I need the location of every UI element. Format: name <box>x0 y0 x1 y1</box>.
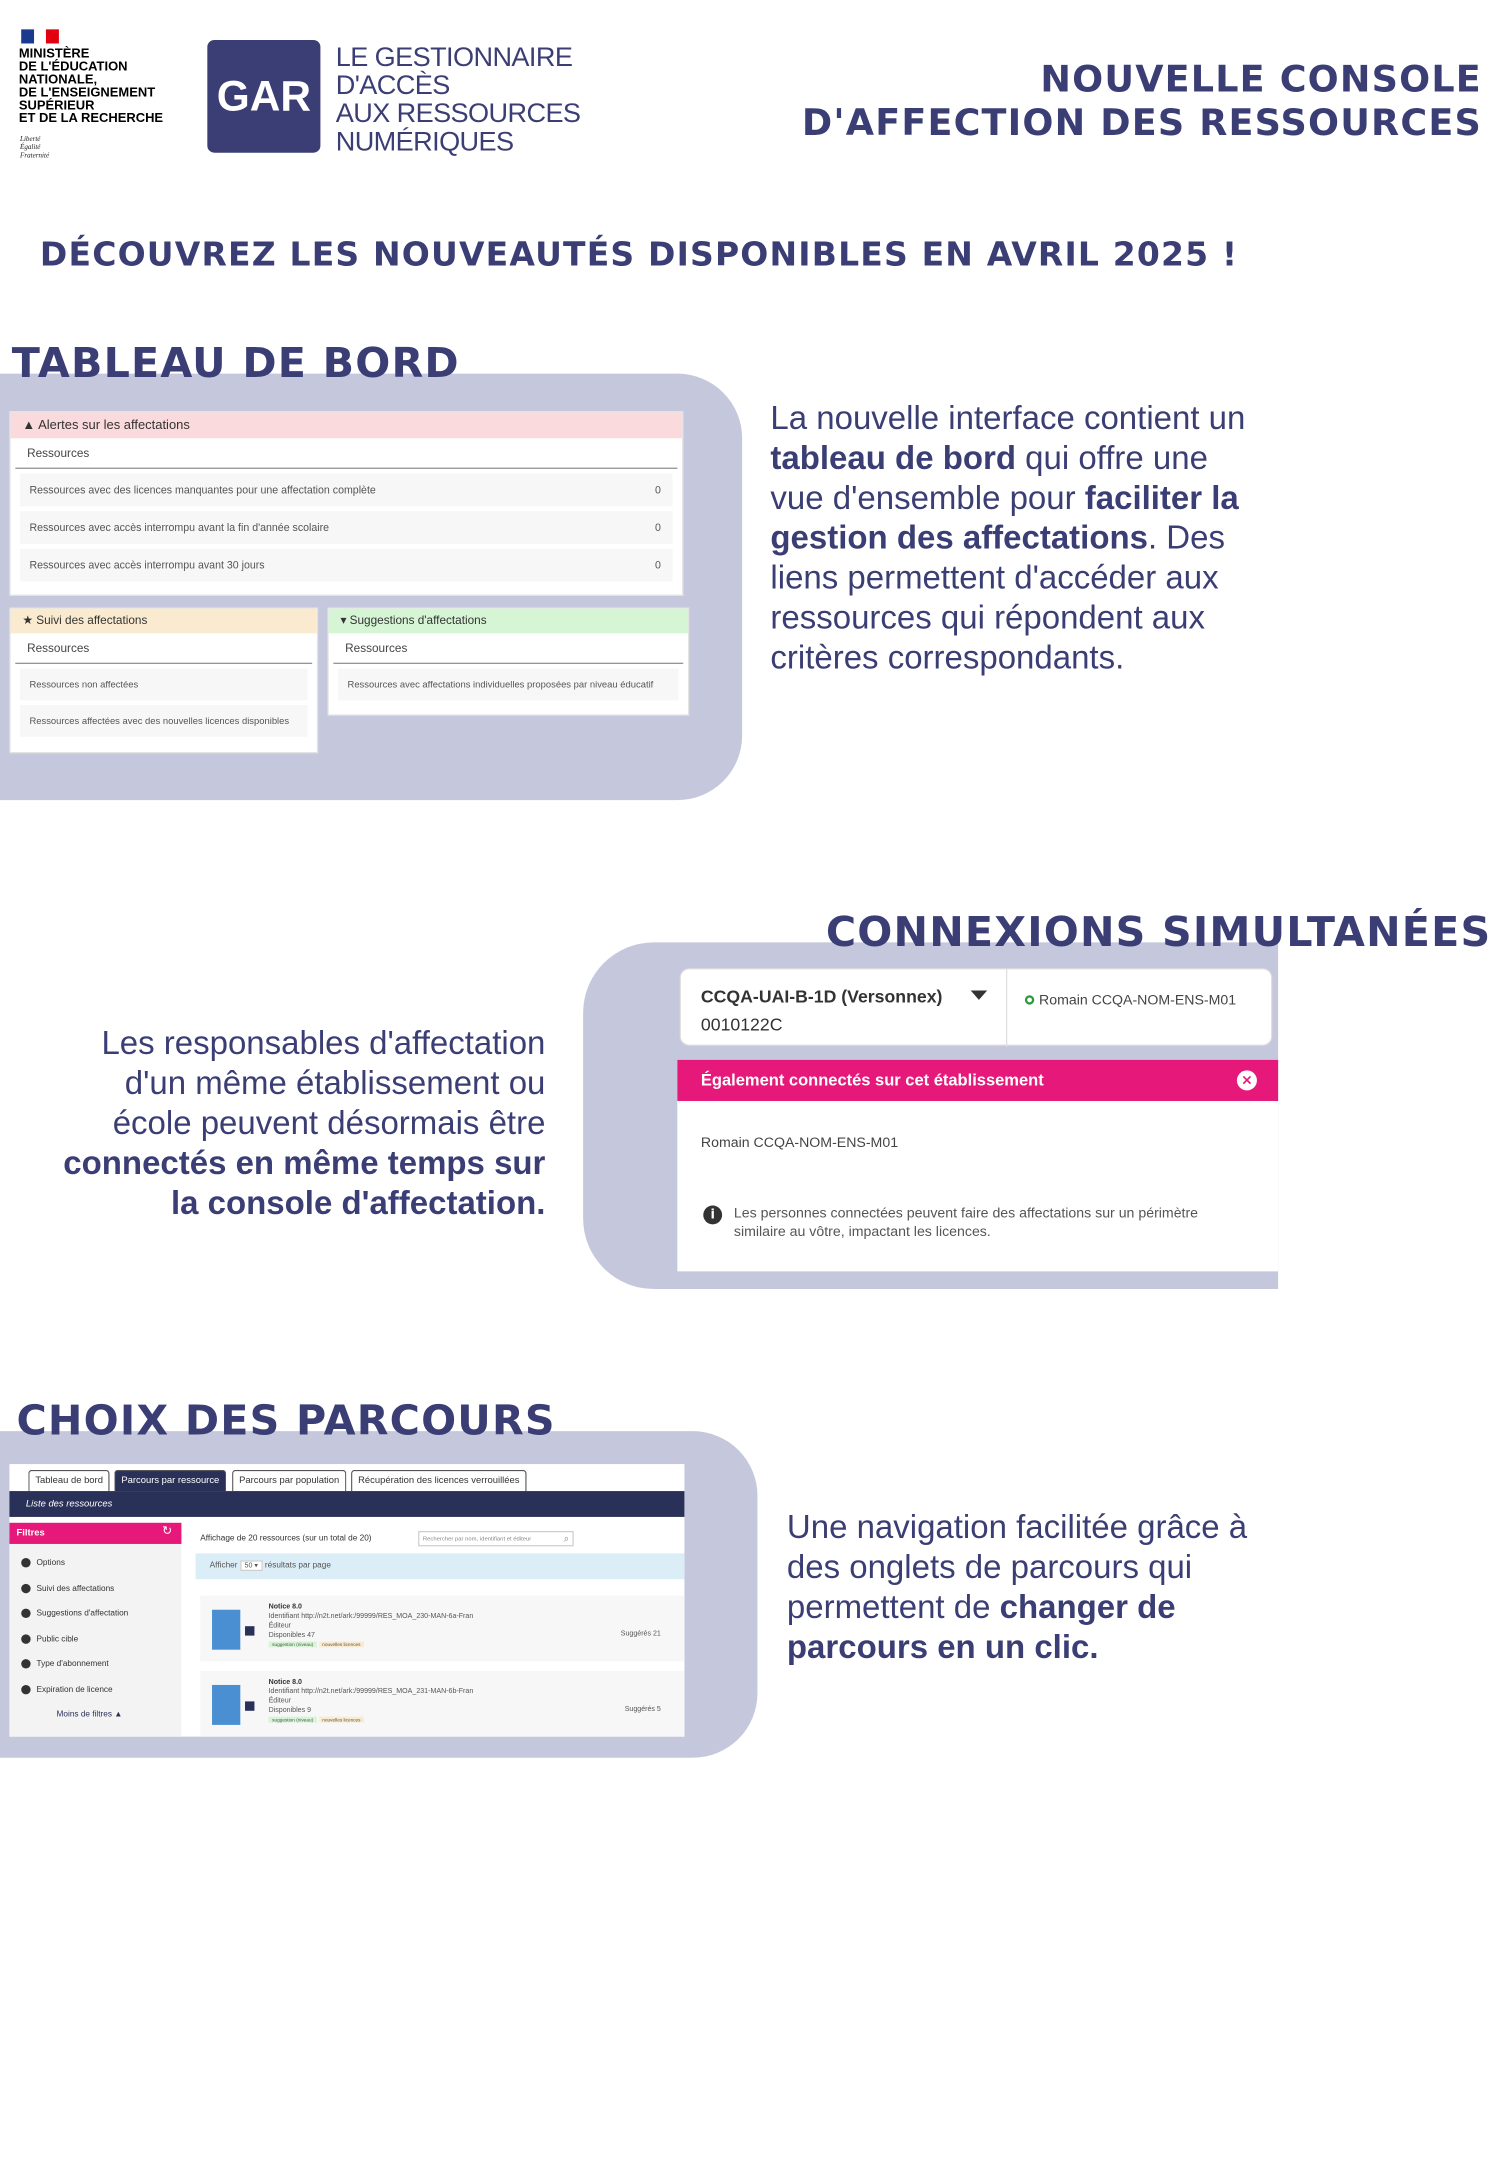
resource-toggle-icon[interactable] <box>245 1626 254 1635</box>
section3-description: Une navigation facilitée grâce à des onglets de parcours qui permettent de changer de parcours en un clic. <box>786 1508 1248 1665</box>
section3-title: CHOIX DES PARCOURS <box>16 1398 556 1446</box>
suivi-row[interactable]: Ressources non affectées <box>20 669 307 701</box>
less-filters-button[interactable]: Moins de filtres ▲ <box>56 1710 123 1720</box>
resource-item[interactable]: Notice 8.0 Identifiant http://n2t.net/ark:/99999/RES_MOA_230-MAN-6a-Fran Éditeur Disponibles 47 suggestion (niveau) nouvelles licences Suggérés 21 <box>200 1596 684 1662</box>
resource-item[interactable]: Notice 8.0 Identifiant http://n2t.net/ark:/99999/RES_MOA_231-MAN-6b-Fran Éditeur Disponibles 9 suggestion (niveau) nouvelles licences Suggérés 5 <box>200 1671 684 1737</box>
online-status-icon <box>1025 995 1034 1004</box>
filters-panel: Filtres ↻ Options Suivi des affectations Suggestions d'affectation Public cible Type d'abonnement Expiration de licence Moins de filtres ▲ <box>9 1523 181 1737</box>
results-count: Affichage de 20 ressources (sur un total de 20) <box>200 1534 372 1543</box>
close-icon[interactable]: × <box>1237 1070 1257 1090</box>
connected-banner: Également connectés sur cet établissement <box>700 1070 1044 1090</box>
alert-row[interactable]: Ressources avec accès interrompu avant 30 jours 0 <box>20 549 673 582</box>
resource-toggle-icon[interactable] <box>245 1701 254 1710</box>
ministry-name: MINISTÈRE DE L'ÉDUCATION NATIONALE, DE L'ENSEIGNEMENT SUPÉRIEUR ET DE LA RECHERCHE <box>18 47 164 126</box>
refresh-icon[interactable]: ↻ <box>162 1525 172 1539</box>
page-subtitle: DÉCOUVREZ LES NOUVEAUTÉS DISPONIBLES EN AVRIL 2025 ! <box>39 234 1239 274</box>
alerts-card <box>9 411 683 595</box>
filter-options[interactable]: Options <box>21 1558 65 1567</box>
tab-dashboard[interactable]: Tableau de bord <box>28 1470 110 1491</box>
filter-suivi[interactable]: Suivi des affectations <box>21 1584 114 1593</box>
suivi-card <box>9 607 318 753</box>
alerts-header: Alertes sur les affectations <box>38 418 190 433</box>
suggestions-header: Suggestions d'affectations <box>349 614 487 628</box>
section2-description: Les responsables d'affectation d'un même établissement ou école peuvent désormais être connectés en même temps sur la console d'affectation. <box>63 1024 546 1221</box>
school-name: CCQA-UAI-B-1D (Versonnex) <box>700 986 943 1007</box>
parcours-screenshot <box>9 1464 684 1737</box>
caret-up-icon: ▲ <box>22 418 39 433</box>
alerts-sub: Ressources <box>15 438 677 469</box>
section2-title: CONNEXIONS SIMULTANÉES <box>825 909 1492 957</box>
republique-flag-icon <box>21 29 59 43</box>
alert-row[interactable]: Ressources avec accès interrompu avant la fin d'année scolaire 0 <box>20 511 673 544</box>
per-page-select[interactable]: 50 ▾ <box>240 1560 263 1571</box>
connected-panel <box>677 1060 1278 1272</box>
resource-cover-icon <box>212 1685 240 1725</box>
dropdown-arrow-icon[interactable] <box>971 991 987 1000</box>
suggestions-sub: Ressources <box>333 633 683 664</box>
star-icon: ★ <box>22 614 37 628</box>
resource-cover-icon <box>212 1610 240 1650</box>
tab-by-resource[interactable]: Parcours par ressource <box>114 1470 226 1491</box>
caret-down-icon: ▾ <box>340 614 350 628</box>
filter-suggestions[interactable]: Suggestions d'affectation <box>21 1609 128 1618</box>
filter-public[interactable]: Public cible <box>21 1634 78 1643</box>
page-title: NOUVELLE CONSOLE D'AFFECTION DES RESSOURCES <box>801 58 1482 145</box>
connected-user: Romain CCQA-NOM-ENS-M01 <box>1038 991 1237 1009</box>
suggestion-row[interactable]: Ressources avec affectations individuelles proposées par niveau éducatif <box>338 669 678 701</box>
section1-description: La nouvelle interface contient un tableau de bord qui offre une vue d'ensemble pour faciliter la gestion des affectations. Des liens permettent d'accéder aux ressources qui répondent aux critères correspondants. <box>770 399 1246 676</box>
suggestions-card <box>327 607 689 715</box>
school-selector[interactable] <box>680 968 1273 1046</box>
info-icon: i <box>703 1206 722 1225</box>
alert-row[interactable]: Ressources avec des licences manquantes pour une affectation complète 0 <box>20 474 673 507</box>
tab-locked-licences[interactable]: Récupération des licences verrouillées <box>351 1470 526 1491</box>
gar-name: LE GESTIONNAIRE D'ACCÈS AUX RESSOURCES NUMÉRIQUES <box>335 41 581 157</box>
gar-logo: GAR <box>207 40 320 153</box>
suivi-header: Suivi des affectations <box>36 614 148 628</box>
info-text: Les personnes connectées peuvent faire des affectations sur un périmètre similaire au vôtre, impactant les licences. <box>733 1204 1199 1240</box>
suivi-sub: Ressources <box>15 633 312 664</box>
tab-by-population[interactable]: Parcours par population <box>232 1470 346 1491</box>
school-code: 0010122C <box>700 1015 783 1036</box>
list-header: Liste des ressources <box>9 1491 684 1517</box>
per-page-bar: Afficher 50 ▾ résultats par page <box>196 1553 685 1579</box>
search-input[interactable]: Rechercher par nom, identifiant et éditeur ⌕ <box>418 1531 573 1546</box>
connected-user-name: Romain CCQA-NOM-ENS-M01 <box>700 1133 899 1151</box>
filter-subscription[interactable]: Type d'abonnement <box>21 1659 109 1668</box>
section1-title: TABLEAU DE BORD <box>11 340 460 388</box>
filter-expiration[interactable]: Expiration de licence <box>21 1685 112 1694</box>
search-icon: ⌕ <box>563 1533 569 1544</box>
ministry-motto: Liberté Égalité Fraternité <box>20 136 50 160</box>
suivi-row[interactable]: Ressources affectées avec des nouvelles licences disponibles <box>20 705 307 737</box>
